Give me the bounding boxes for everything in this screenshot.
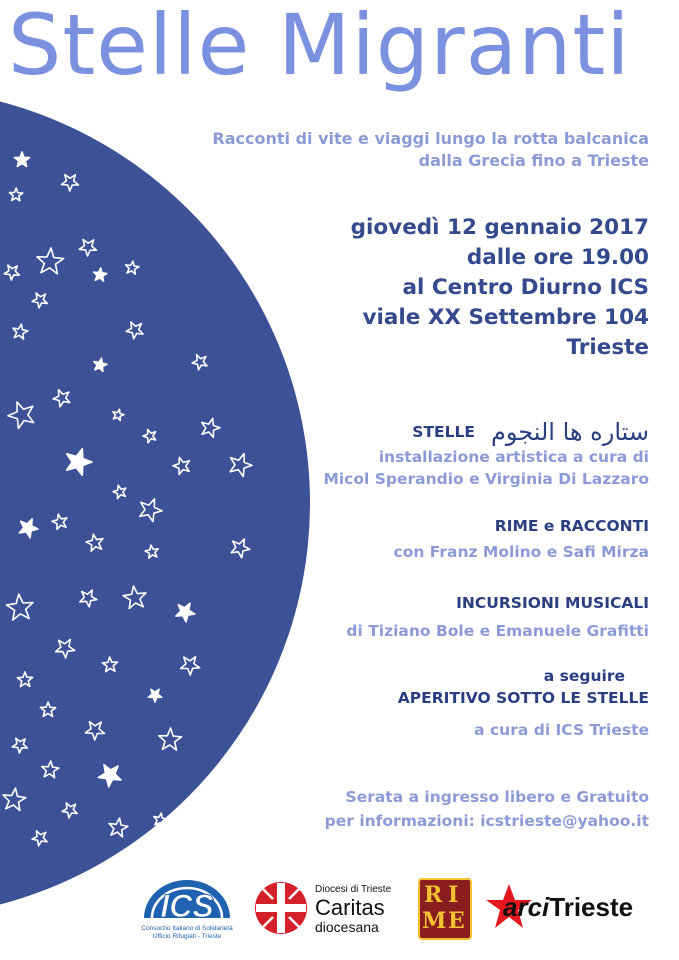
star-doodle (4, 265, 19, 280)
caritas-top: Diocesi di Trieste (315, 884, 392, 895)
star-doodle (67, 449, 92, 476)
caritas-cross-icon (253, 877, 309, 939)
caritas-sub: diocesana (315, 919, 379, 935)
star-doodle (159, 728, 182, 750)
event-details (351, 213, 649, 363)
star-doodle (98, 765, 121, 787)
star-doodle (53, 390, 70, 407)
star-doodle (62, 803, 77, 818)
star-doodle (126, 322, 143, 339)
star-doodle (42, 761, 59, 778)
star-doodle (123, 586, 146, 608)
event-city: Trieste (566, 335, 649, 360)
star-doodle (230, 454, 252, 477)
star-doodle (94, 268, 107, 281)
star-doodle (94, 358, 107, 371)
rime-desc: con Franz Molino e Safi Mirza (393, 543, 649, 561)
subtitle-line-2: dalla Grecia fino a Trieste (418, 151, 649, 170)
caritas-logo (253, 875, 403, 941)
star-doodle (145, 545, 158, 558)
event-time: dalle ore 19.00 (466, 245, 649, 270)
aperitivo-label: APERITIVO SOTTO LE STELLE (397, 689, 649, 707)
star-doodle (148, 689, 161, 702)
star-doodle (13, 324, 28, 339)
footer-line-2: per informazioni: icstrieste@yahoo.it (324, 812, 649, 830)
rime-logo (418, 878, 472, 940)
star-doodle (192, 355, 207, 370)
star-doodle (79, 240, 96, 257)
star-doodle (176, 603, 195, 622)
star-doodle (9, 188, 22, 201)
star-doodle (109, 818, 128, 837)
star-doodle (113, 409, 124, 420)
star-doodle (40, 702, 55, 717)
star-doodle (3, 788, 26, 810)
incursioni-label: INCURSIONI MUSICALI (456, 594, 649, 612)
arci-logo (485, 880, 660, 935)
rime-letter-i: I (448, 882, 459, 908)
star-doodle (6, 594, 33, 620)
program-aperitivo (398, 665, 649, 741)
star-doodle (12, 738, 27, 753)
poster-title: Stelle Migranti (8, 0, 631, 94)
star-doodle (61, 175, 78, 191)
star-doodle (85, 722, 104, 740)
star-doodle (56, 640, 75, 659)
stelle-label: STELLE (412, 423, 475, 441)
subtitle-line-1: Racconti di vite e viaggi lungo la rotta balcanica (212, 129, 649, 148)
star-doodle (19, 519, 38, 538)
ics-abbr: ICS (160, 888, 214, 924)
star-doodle (80, 590, 97, 607)
incursioni-desc: di Tiziano Bole e Emanuele Grafitti (346, 622, 649, 640)
star-doodle (52, 514, 67, 529)
star-doodle (143, 429, 156, 442)
ics-logo (140, 878, 234, 940)
star-doodle (113, 485, 126, 498)
program-incursioni (346, 592, 649, 642)
arci-city: Trieste (549, 892, 634, 922)
caritas-name: Caritas (315, 895, 385, 920)
star-doodle (8, 402, 34, 429)
star-doodle (32, 831, 47, 846)
star-doodle (202, 418, 220, 437)
star-doodle (14, 152, 29, 167)
star-doodle (32, 293, 47, 308)
sponsor-logos (0, 870, 679, 950)
ics-line-2: Ufficio Rifugiati - Trieste (152, 933, 222, 940)
stelle-arabic: ستاره ها النجوم (490, 418, 649, 446)
stelle-desc-2: Micol Sperandio e Virginia Di Lazzaro (323, 470, 649, 488)
stelle-desc-1: installazione artistica a cura di (378, 448, 649, 466)
star-doodle (231, 539, 250, 558)
rime-letter-r: R (424, 882, 443, 908)
aperitivo-desc: a cura di ICS Trieste (474, 721, 649, 739)
footer-line-1: Serata a ingresso libero e Gratuito (345, 788, 649, 806)
ics-line-1: Consorzio Italiano di Solidarietà (141, 925, 233, 932)
subtitle (212, 128, 649, 172)
rime-letter-e: E (448, 908, 465, 934)
star-doodle (17, 672, 32, 687)
event-venue: al Centro Diurno ICS (402, 275, 649, 300)
star-doodle (37, 248, 64, 274)
rime-label: RIME e RACCONTI (494, 517, 649, 535)
event-address: viale XX Settembre 104 (362, 305, 649, 330)
star-doodle (154, 813, 167, 826)
program-stelle (323, 418, 649, 490)
program-rime (394, 515, 649, 563)
rime-letter-m: M (422, 908, 447, 934)
star-doodle (86, 534, 103, 551)
event-date: giovedì 12 gennaio 2017 (350, 215, 649, 240)
star-doodle (181, 657, 200, 675)
footer-info (325, 785, 649, 833)
star-doodle (126, 261, 139, 274)
a-seguire: a seguire (543, 667, 625, 685)
star-doodle (102, 657, 117, 672)
arci-word: arci (503, 892, 550, 922)
star-doodle (173, 457, 189, 474)
star-doodle (140, 499, 162, 522)
